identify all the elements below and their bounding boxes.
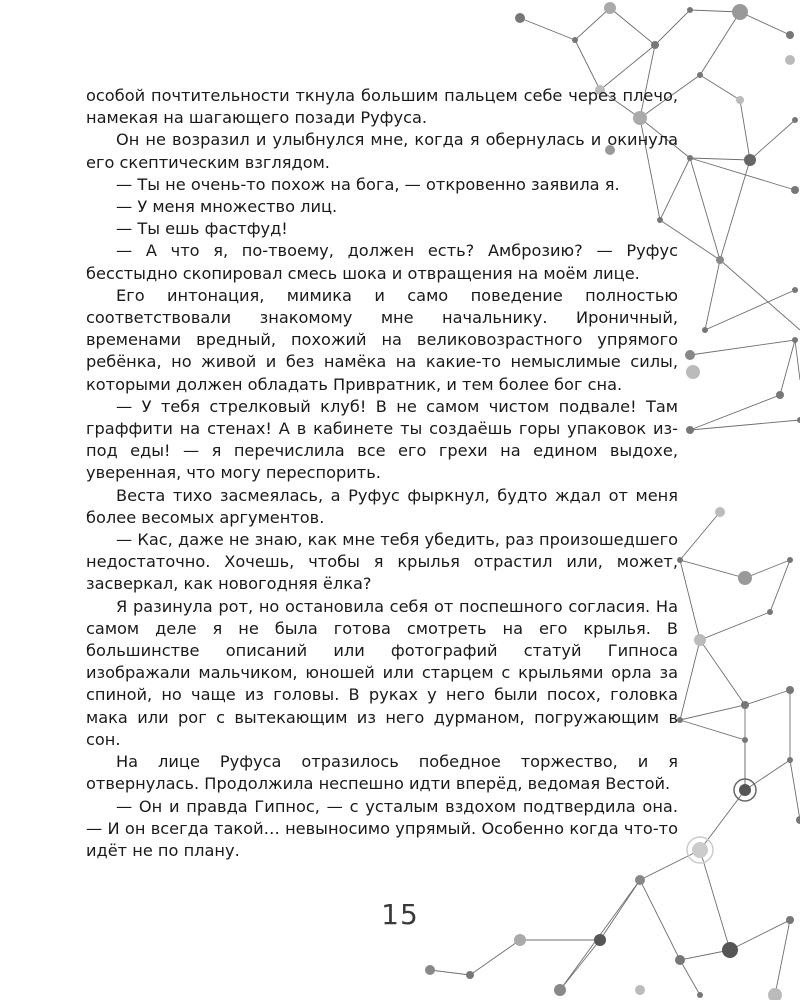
- paragraph: — Он и правда Гипнос, — с усталым вздохом подтвердила она. — И он всегда такой… невыносимо упрямый. Особенно когда что-то идёт не по плану.: [86, 796, 678, 860]
- page-text: [86, 85, 678, 862]
- paragraph: — Кас, даже не знаю, как мне тебя убедить, раз произошедшего недостаточно. Хочешь, чтобы я крылья отрастил или, может, засверкал, как новогодняя ёлка?: [86, 530, 678, 594]
- paragraph: Он не возразил и улыбнулся мне, когда я обернулась и окинула его скептическим взглядом.: [86, 130, 678, 172]
- paragraph: — А что я, по-твоему, должен есть? Амброзию? — Руфус бесстыдно скопировал смесь шока и отвращения на моём лице.: [86, 241, 678, 283]
- paragraph: — Ты не очень-то похож на бога, — откровенно заявила я.: [116, 174, 620, 194]
- paragraph: Его интонация, мимика и само поведение полностью соответствовали знакомому мне начальнику. Ироничный, временами вредный, похожий на великовозрастного упрямого ребёнка, но живой и без намёка на какие-то немыслимые силы, которыми должен обладать Привратник, и тем более бог сна.: [86, 285, 678, 394]
- paragraph: — Ты ешь фастфуд!: [116, 219, 288, 239]
- paragraph: На лице Руфуса отразилось победное торжество, и я отвернулась. Продолжила неспешно идти вперёд, ведомая Вестой.: [86, 752, 678, 794]
- paragraph: особой почтительности ткнула большим пальцем себе через плечо, намекая на шагающего позади Руфуса.: [86, 86, 678, 128]
- paragraph: Я разинула рот, но остановила себя от поспешного согласия. На самом деле я не была готова смотреть на его крылья. В большинстве описаний или фотографий статуй Гипноса изображали мальчиком, юношей или старцем с крыльями орла за спиной, но чаще из головы. В руках у него были посох, головка мака или рог с вытекающим из него дурманом, погружающим в сон.: [86, 596, 678, 749]
- paragraph: — У меня множество лиц.: [116, 197, 338, 217]
- page-number: 15: [381, 898, 419, 931]
- paragraph: Веста тихо засмеялась, а Руфус фыркнул, будто ждал от меня более весомых аргументов.: [86, 485, 678, 527]
- paragraph: — У тебя стрелковый клуб! В не самом чистом подвале! Там граффити на стенах! А в кабинете ты создаёшь горы упаковок из-под еды! — я перечислила все его грехи на едином выдохе, уверенная, что могу переспорить.: [86, 396, 678, 483]
